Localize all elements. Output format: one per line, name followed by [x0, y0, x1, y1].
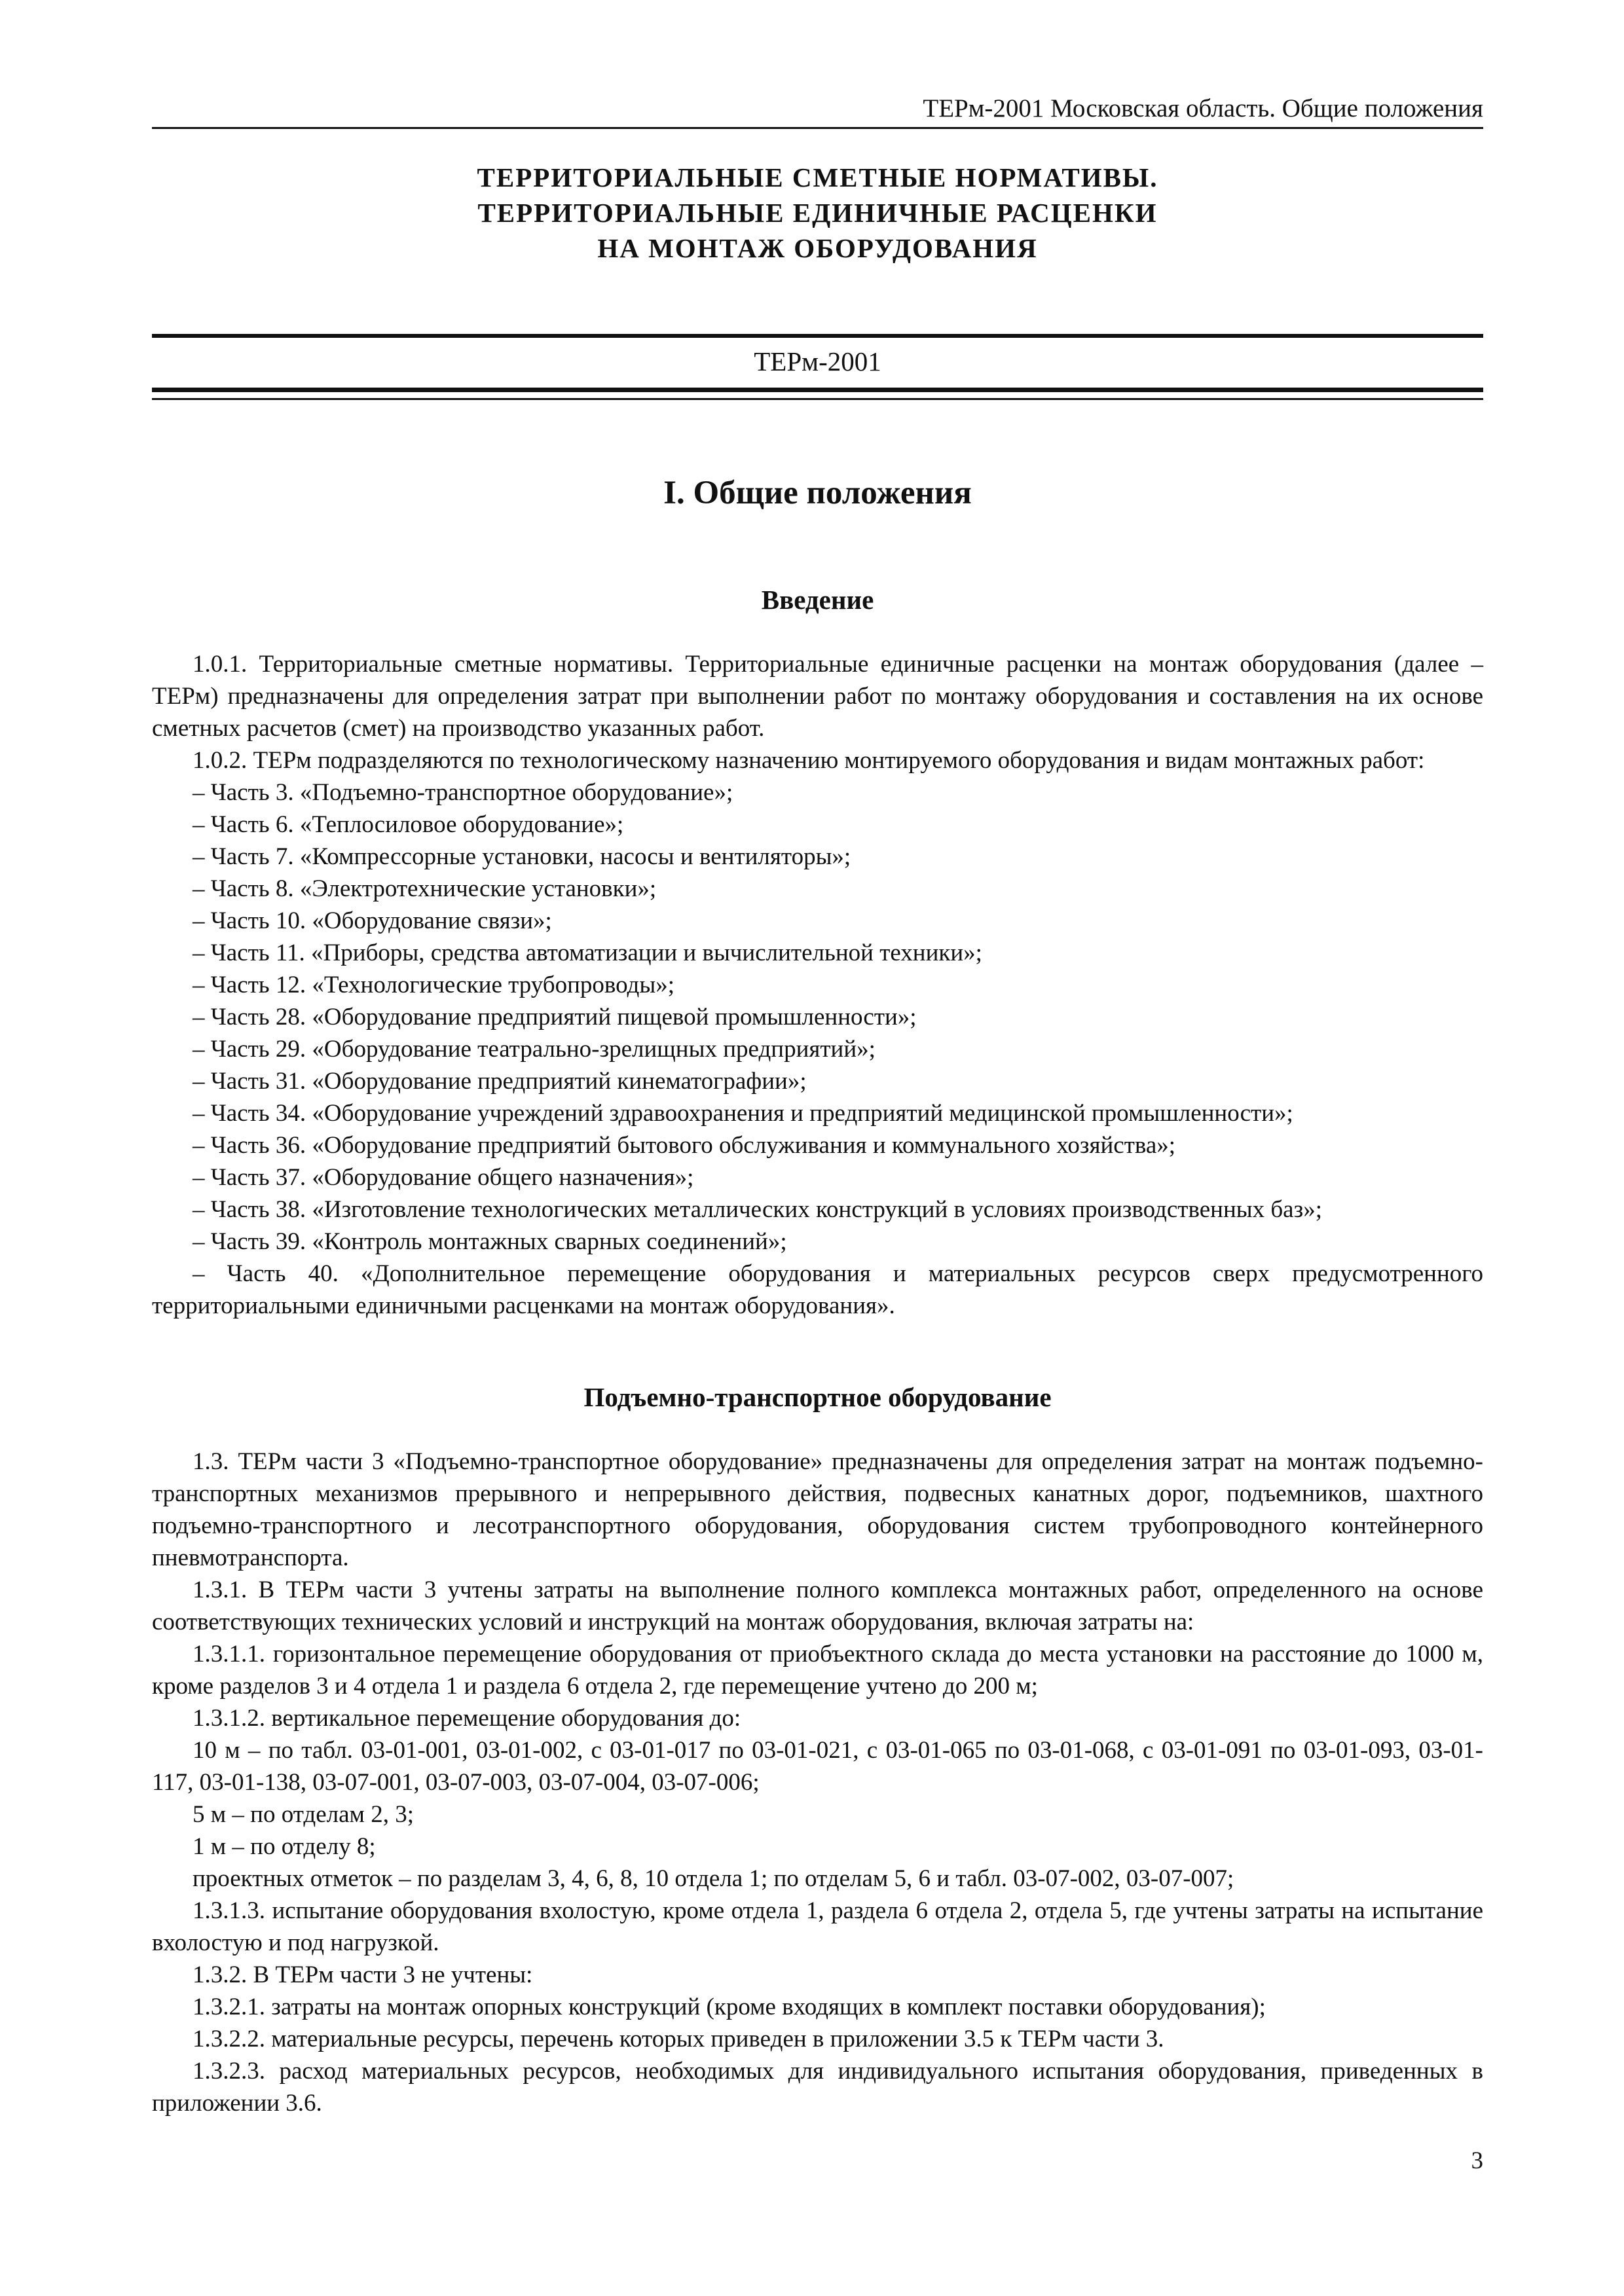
- running-header: ТЕРм-2001 Московская область. Общие положения: [152, 93, 1483, 129]
- list-item: – Часть 34. «Оборудование учреждений здравоохранения и предприятий медицинской промышленности»;: [193, 1100, 1293, 1127]
- list-item: – Часть 31. «Оборудование предприятий кинематографии»;: [193, 1068, 807, 1095]
- list-item: – Часть 28. «Оборудование предприятий пищевой промышленности»;: [193, 1004, 917, 1030]
- list-item: – Часть 11. «Приборы, средства автоматизации и вычислительной техники»;: [193, 939, 982, 966]
- list-item: – Часть 38. «Изготовление технологических металлических конструкций в условиях производственных баз»;: [193, 1196, 1322, 1223]
- list-item: – Часть 36. «Оборудование предприятий бытового обслуживания и коммунального хозяйства»;: [193, 1132, 1176, 1159]
- paragraph-1-3: 1.3. ТЕРм части 3 «Подъемно-транспортное оборудование» предназначены для определения затрат на монтаж подъемно-транспортных механизмов прерывного и непрерывного действия, подвесных канатных дорог, подъемников, шахтного подъемно-транспортного и лесотранспортного оборудования, оборудования систем трубопроводного контейнерного пневмотранспорта.: [152, 1448, 1483, 1571]
- list-item: – Часть 29. «Оборудование театрально-зрелищных предприятий»;: [193, 1036, 876, 1063]
- list-item: – Часть 6. «Теплосиловое оборудование»;: [193, 811, 624, 838]
- document-code: ТЕРм-2001: [754, 346, 881, 376]
- paragraph-1-0-2: 1.0.2. ТЕРм подразделяются по технологическому назначению монтируемого оборудования и видам монтажных работ:: [193, 747, 1425, 774]
- document-title: [152, 160, 1483, 266]
- list-item: – Часть 40. «Дополнительное перемещение оборудования и материальных ресурсов сверх предусмотренного территориальными единичными расценками на монтаж оборудования».: [152, 1260, 1483, 1319]
- paragraph-1-3-1-3: 1.3.1.3. испытание оборудования вхолостую, кроме отдела 1, раздела 6 отдела 2, отдела 5, где учтены затраты на испытание вхолостую и под нагрузкой.: [152, 1897, 1483, 1956]
- paragraph-design-marks: проектных отметок – по разделам 3, 4, 6, 8, 10 отдела 1; по отделам 5, 6 и табл. 03-07-002, 03-07-007;: [193, 1865, 1234, 1892]
- paragraph-5m: 5 м – по отделам 2, 3;: [193, 1801, 414, 1828]
- paragraph-1m: 1 м – по отделу 8;: [193, 1833, 376, 1860]
- paragraph-10m: 10 м – по табл. 03-01-001, 03-01-002, с 03-01-017 по 03-01-021, с 03-01-065 по 03-01-068, с 03-01-091 по 03-01-093, 03-01-117, 03-01-138, 03-07-001, 03-07-003, 03-07-004, 03-07-006;: [152, 1737, 1483, 1796]
- paragraph-1-3-1: 1.3.1. В ТЕРм части 3 учтены затраты на выполнение полного комплекса монтажных работ, определенного на основе соответствующих технических условий и инструкций на монтаж оборудования, включая затраты на:: [152, 1576, 1483, 1635]
- intro-text: [152, 648, 1483, 1322]
- intro-heading: Введение: [761, 585, 874, 615]
- page-number: 3: [1471, 2147, 1483, 2174]
- divider-top: [152, 334, 1483, 338]
- list-item: – Часть 37. «Оборудование общего назначения»;: [193, 1164, 694, 1191]
- paragraph-1-3-2: 1.3.2. В ТЕРм части 3 не учтены:: [193, 1961, 533, 1988]
- section-title: I. Общие положения: [663, 475, 972, 511]
- list-item: – Часть 8. «Электротехнические установки»;: [193, 875, 657, 902]
- list-item: – Часть 12. «Технологические трубопроводы»;: [193, 972, 675, 998]
- paragraph-1-3-2-1: 1.3.2.1. затраты на монтаж опорных конструкций (кроме входящих в комплект поставки оборудования);: [193, 1994, 1266, 2020]
- paragraph-1-3-1-2: 1.3.1.2. вертикальное перемещение оборудования до:: [193, 1705, 741, 1732]
- list-item: – Часть 3. «Подъемно-транспортное оборудование»;: [193, 779, 733, 806]
- lifting-text: [152, 1446, 1483, 2119]
- list-item: – Часть 7. «Компрессорные установки, насосы и вентиляторы»;: [193, 843, 851, 870]
- paragraph-1-3-1-1: 1.3.1.1. горизонтальное перемещение оборудования от приобъектного склада до места установки на расстояние до 1000 м, кроме разделов 3 и 4 отдела 1 и раздела 6 отдела 2, где перемещение учтено до 200 м;: [152, 1641, 1483, 1700]
- paragraph-1-3-2-2: 1.3.2.2. материальные ресурсы, перечень которых приведен в приложении 3.5 к ТЕРм части 3.: [193, 2026, 1164, 2052]
- lifting-heading: Подъемно-транспортное оборудование: [583, 1382, 1052, 1412]
- title-line-3: НА МОНТАЖ ОБОРУДОВАНИЯ: [597, 233, 1038, 263]
- paragraph-1-3-2-3: 1.3.2.3. расход материальных ресурсов, необходимых для индивидуального испытания оборудования, приведенных в приложении 3.6.: [152, 2058, 1483, 2117]
- title-line-2: ТЕРРИТОРИАЛЬНЫЕ ЕДИНИЧНЫЕ РАСЦЕНКИ: [477, 198, 1158, 228]
- title-line-1: ТЕРРИТОРИАЛЬНЫЕ СМЕТНЫЕ НОРМАТИВЫ.: [477, 162, 1158, 192]
- list-item: – Часть 10. «Оборудование связи»;: [193, 907, 552, 934]
- paragraph-1-0-1: 1.0.1. Территориальные сметные нормативы. Территориальные единичные расценки на монтаж оборудования (далее – ТЕРм) предназначены для определения затрат при выполнении работ по монтажу оборудования и составления на их основе сметных расчетов (смет) на производство указанных работ.: [152, 651, 1483, 742]
- list-item: – Часть 39. «Контроль монтажных сварных соединений»;: [193, 1228, 787, 1255]
- divider-bottom-thick: [152, 388, 1483, 392]
- divider-bottom-thin: [152, 398, 1483, 400]
